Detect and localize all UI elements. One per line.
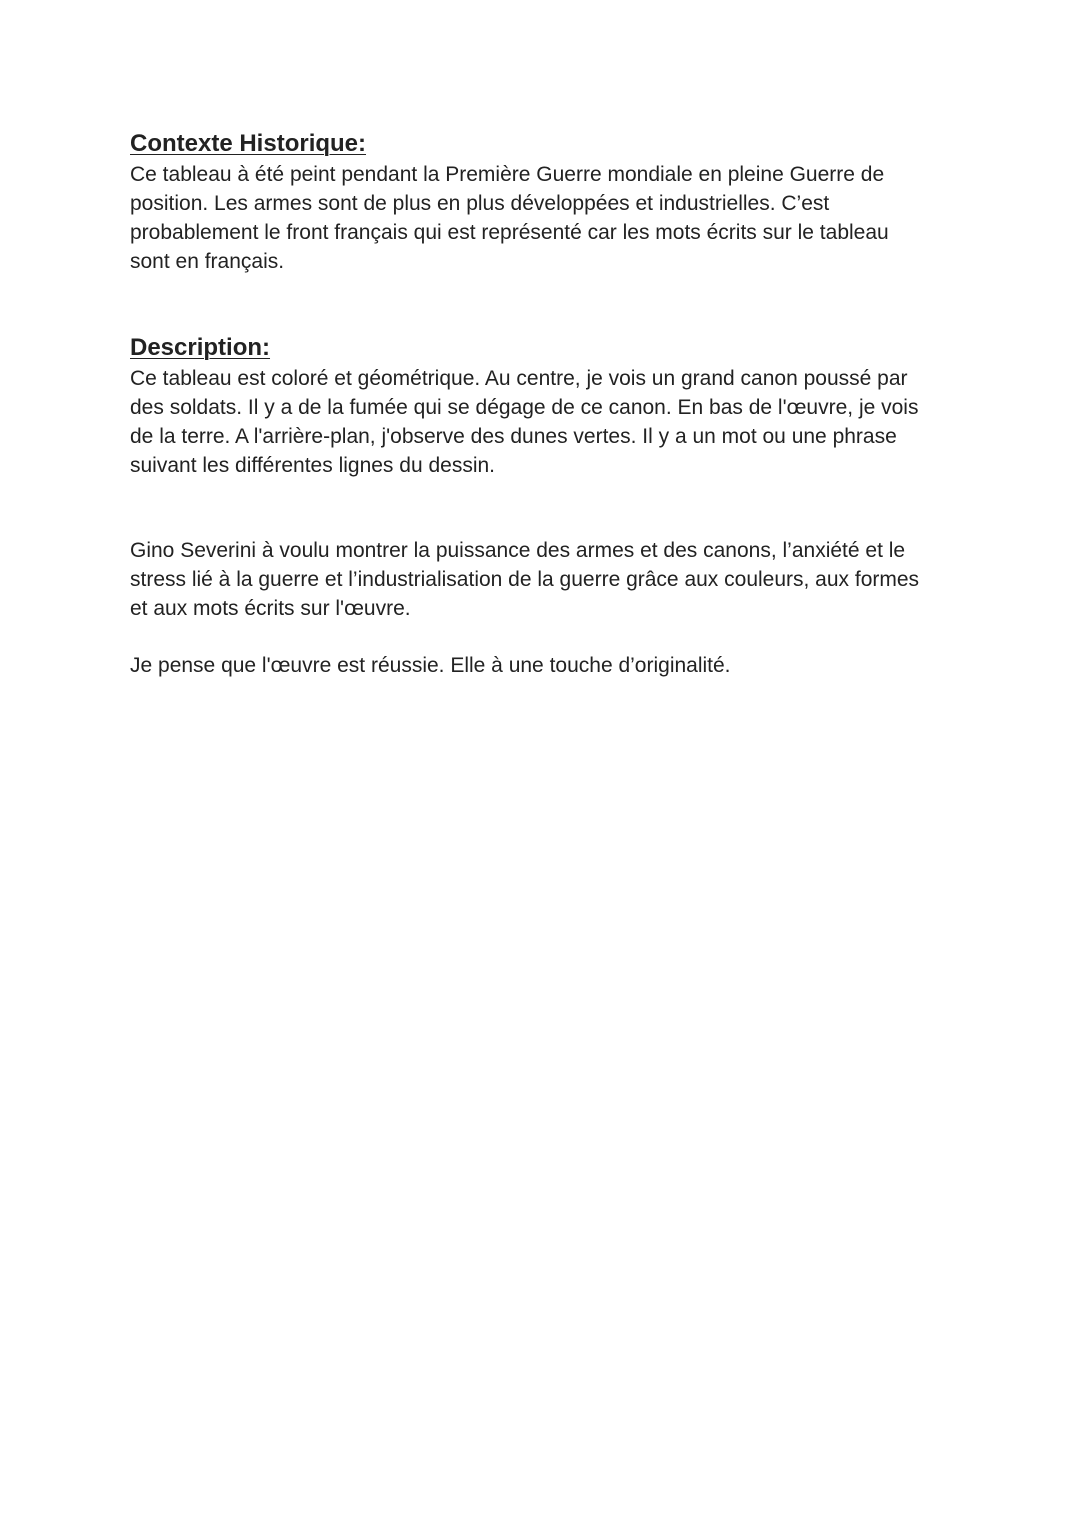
paragraph-line: de la terre. A l'arrière-plan, j'observe des dunes vertes. Il y a un mot ou une phrase — [130, 425, 897, 448]
paragraph-opinion — [130, 651, 731, 680]
paragraph-line: sont en français. — [130, 250, 285, 273]
paragraph-analysis — [130, 536, 919, 623]
paragraph-line: Je pense que l'œuvre est réussie. Elle à une touche d’originalité. — [130, 654, 731, 677]
paragraph-line: position. Les armes sont de plus en plus développées et industrielles. C’est — [130, 192, 830, 215]
section-heading-description: Description: — [130, 334, 271, 361]
paragraph-description — [130, 364, 918, 480]
paragraph-line: des soldats. Il y a de la fumée qui se dégage de ce canon. En bas de l'œuvre, je vois — [130, 396, 919, 419]
paragraph-line: probablement le front français qui est représenté car les mots écrits sur le tableau — [130, 221, 889, 244]
paragraph-line: et aux mots écrits sur l'œuvre. — [130, 597, 411, 620]
paragraph-context — [130, 160, 889, 276]
paragraph-line: Ce tableau est coloré et géométrique. Au centre, je vois un grand canon poussé par — [130, 367, 908, 390]
section-heading-context: Contexte Historique: — [130, 130, 367, 157]
paragraph-line: Ce tableau à été peint pendant la Première Guerre mondiale en pleine Guerre de — [130, 163, 885, 186]
paragraph-line: stress lié à la guerre et l’industrialisation de la guerre grâce aux couleurs, aux formes — [130, 568, 920, 591]
paragraph-line: suivant les différentes lignes du dessin. — [130, 454, 495, 477]
paragraph-line: Gino Severini à voulu montrer la puissance des armes et des canons, l’anxiété et le — [130, 539, 906, 562]
